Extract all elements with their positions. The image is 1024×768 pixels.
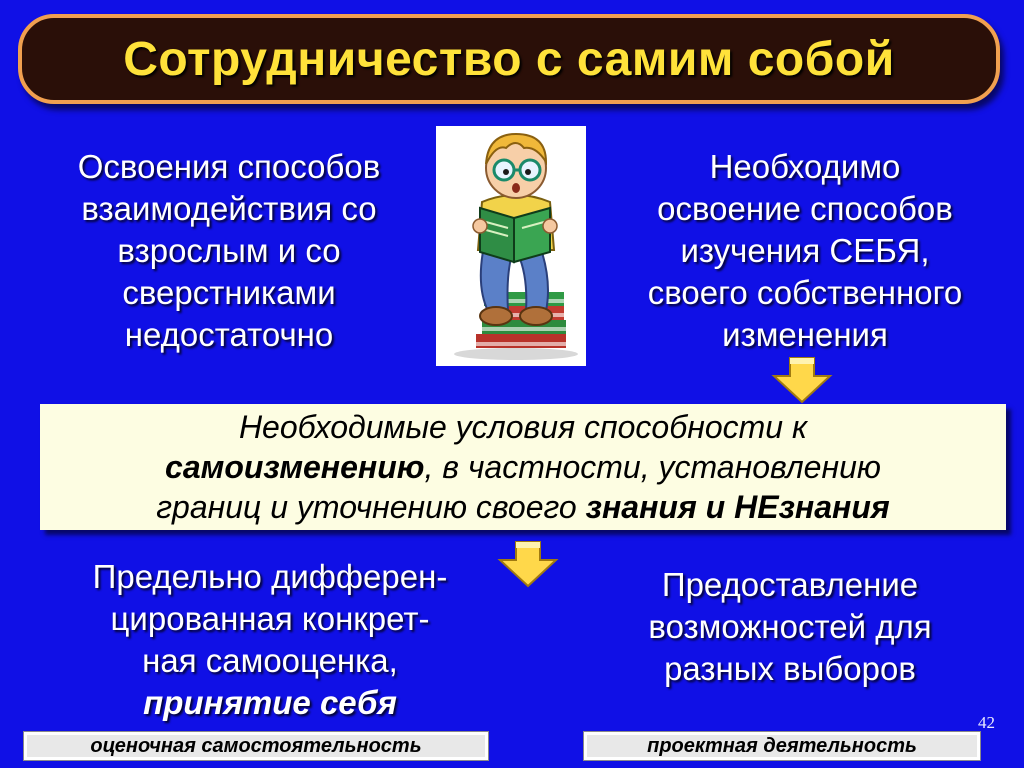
bottom-right-text-line: разных выборов: [664, 650, 916, 687]
callout-line: [40, 447, 1006, 487]
bottom-right-text-line: возможностей для: [648, 608, 932, 645]
callout-emphasis: знания и НЕзнания: [585, 489, 890, 525]
callout-text: , в частности, установлению: [424, 449, 881, 485]
bottom-right-text-block: [580, 564, 1000, 690]
down-arrow-icon: [770, 356, 834, 409]
callout-text: границ и уточнению своего: [156, 489, 586, 525]
label-evaluative-independence: оценочная самостоятельность: [24, 732, 488, 760]
bottom-left-text-line: Предельно дифферен-: [92, 558, 448, 595]
left-text-line: взрослым и со: [117, 232, 341, 269]
right-text-line: Необходимо: [709, 148, 901, 185]
bottom-left-bold-line: принятие себя: [143, 684, 397, 721]
callout-emphasis: самоизменению: [165, 449, 425, 485]
bottom-left-text-line: цированная конкрет-: [110, 600, 430, 637]
bottom-right-text-line: Предоставление: [661, 566, 919, 603]
callout-line: Необходимые условия способности к: [238, 409, 808, 445]
bottom-left-text-block: [30, 556, 510, 724]
boy-reading-book-on-books-icon: [436, 126, 586, 366]
right-text-line: своего собственного: [647, 274, 963, 311]
bottom-left-text-line: ная самооценка,: [142, 642, 398, 679]
left-text-line: взаимодействия со: [81, 190, 377, 227]
left-text-block: [34, 146, 424, 356]
right-text-line: освоение способов: [657, 190, 953, 227]
right-text-line: изменения: [722, 316, 888, 353]
title-bar: [18, 14, 1000, 104]
page-number: 42: [978, 713, 995, 732]
slide-title: Сотрудничество с самим собой: [123, 32, 895, 86]
left-text-line: Освоения способов: [77, 148, 381, 185]
callout-line: [40, 487, 1006, 527]
right-text-line: изучения СЕБЯ,: [680, 232, 930, 269]
conditions-callout: [40, 404, 1006, 530]
label-project-activity: проектная деятельность: [584, 732, 980, 760]
left-text-line: сверстниками: [122, 274, 336, 311]
right-text-block: [600, 146, 1010, 356]
left-text-line: недостаточно: [124, 316, 334, 353]
